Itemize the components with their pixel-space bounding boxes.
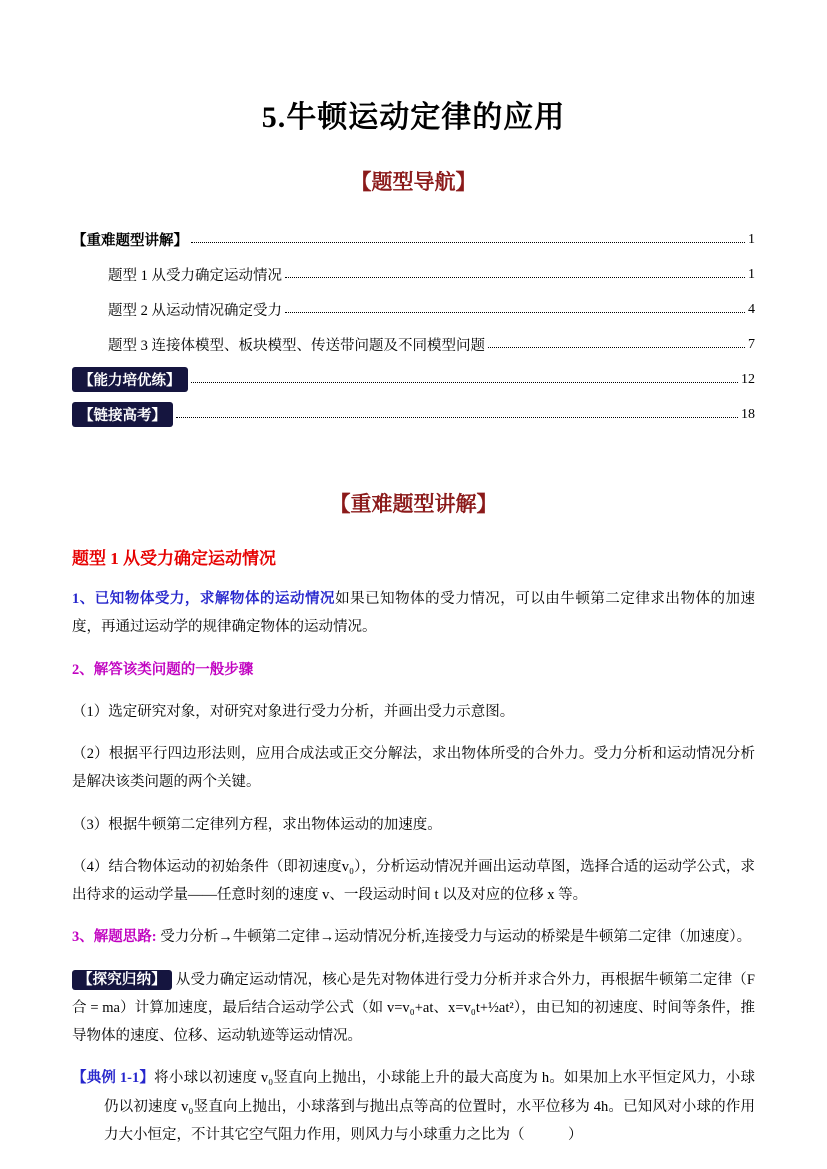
toc-item-label-badge: 【能力培优练】 bbox=[72, 367, 188, 392]
step-paragraph: （3）根据牛顿第二定律列方程，求出物体运动的加速度。 bbox=[72, 816, 442, 833]
example-paragraph bbox=[72, 1064, 755, 1149]
toc-item[interactable] bbox=[72, 292, 755, 327]
toc-item-label: 题型 2 从运动情况确定受力 bbox=[108, 303, 282, 319]
toc-page-number: 12 bbox=[741, 371, 755, 387]
toc-page-number: 4 bbox=[748, 301, 755, 317]
summary-badge: 【探究归纳】 bbox=[72, 970, 172, 990]
toc-dot-leader bbox=[191, 230, 745, 244]
toc-dot-leader bbox=[285, 300, 745, 314]
toc-page-number: 7 bbox=[748, 336, 755, 352]
toc-item[interactable] bbox=[72, 327, 755, 362]
point1-text: 如果已知物体的受力情况，可以由牛顿第二定律求出物体的加速度，再通过运动学的规律确定物体的运动情况。 bbox=[72, 591, 756, 636]
toc-item-label: 题型 3 连接体模型、板块模型、传送带问题及不同模型问题 bbox=[108, 338, 485, 354]
point3-paragraph bbox=[72, 923, 755, 951]
page-title: 5.牛顿运动定律的应用 bbox=[261, 101, 566, 134]
table-of-contents bbox=[72, 222, 755, 432]
point3-text: 受力分析→牛顿第二定律→运动情况分析,连接受力与运动的桥梁是牛顿第二定律（加速度）。 bbox=[156, 929, 752, 946]
toc-dot-leader bbox=[488, 335, 745, 349]
point1-paragraph bbox=[72, 585, 755, 642]
example-text: 将小球以初速度 v₀竖直向上抛出，小球能上升的最大高度为 h。如果加上水平恒定风力，小球仍以初速度 v₀竖直向上抛出，小球落到与抛出点等高的位置时，水平位移为 4h。已知风对小球的作用力大小恒定，不计其它空气阻力作用，则风力与小球重力之比为（ ） bbox=[104, 1070, 755, 1143]
toc-item[interactable] bbox=[72, 222, 755, 257]
step-paragraph: （1）选定研究对象，对研究对象进行受力分析，并画出受力示意图。 bbox=[72, 703, 515, 720]
point3-lead: 3、解题思路: bbox=[72, 929, 157, 946]
summary-paragraph bbox=[72, 966, 755, 1051]
point1-lead: 1、已知物体受力，求解物体的运动情况 bbox=[72, 591, 336, 607]
toc-page-number: 1 bbox=[748, 266, 755, 282]
toc-dot-leader bbox=[191, 370, 739, 384]
topic1-heading: 题型 1 从受力确定运动情况 bbox=[72, 549, 276, 568]
point2-heading: 2、解答该类问题的一般步骤 bbox=[72, 661, 254, 678]
section-heading: 【重难题型讲解】 bbox=[329, 492, 498, 516]
toc-item[interactable] bbox=[72, 362, 755, 397]
toc-item-label: 题型 1 从受力确定运动情况 bbox=[108, 268, 282, 284]
nav-heading: 【题型导航】 bbox=[350, 170, 477, 194]
toc-dot-leader bbox=[176, 405, 738, 419]
step-paragraph: （2）根据平行四边形法则，应用合成法或正交分解法，求出物体所受的合外力。受力分析和运动情况分析是解决该类问题的两个关键。 bbox=[72, 746, 755, 791]
toc-item[interactable] bbox=[72, 257, 755, 292]
summary-text: 从受力确定运动情况，核心是先对物体进行受力分析并求合外力，再根据牛顿第二定律（F合 = ma）计算加速度，最后结合运动学公式（如 v=v₀+at、x=v₀t+½at²），由已知的初速度、时间等条件，推导物体的速度、位移、运动轨迹等运动情况。 bbox=[72, 971, 755, 1045]
toc-item-label: 【重难题型讲解】 bbox=[72, 233, 188, 249]
toc-page-number: 1 bbox=[748, 231, 755, 247]
step-paragraph: （4）结合物体运动的初始条件（即初速度v₀），分析运动情况并画出运动草图，选择合适的运动学公式，求出待求的运动学量——任意时刻的速度 v、一段运动时间 t 以及对应的位移 x 等。 bbox=[72, 858, 755, 904]
toc-page-number: 18 bbox=[741, 406, 755, 422]
toc-item[interactable] bbox=[72, 397, 755, 432]
toc-dot-leader bbox=[285, 265, 745, 279]
example-label: 【典例 1-1】 bbox=[72, 1070, 155, 1087]
toc-item-label-badge: 【链接高考】 bbox=[72, 402, 173, 427]
